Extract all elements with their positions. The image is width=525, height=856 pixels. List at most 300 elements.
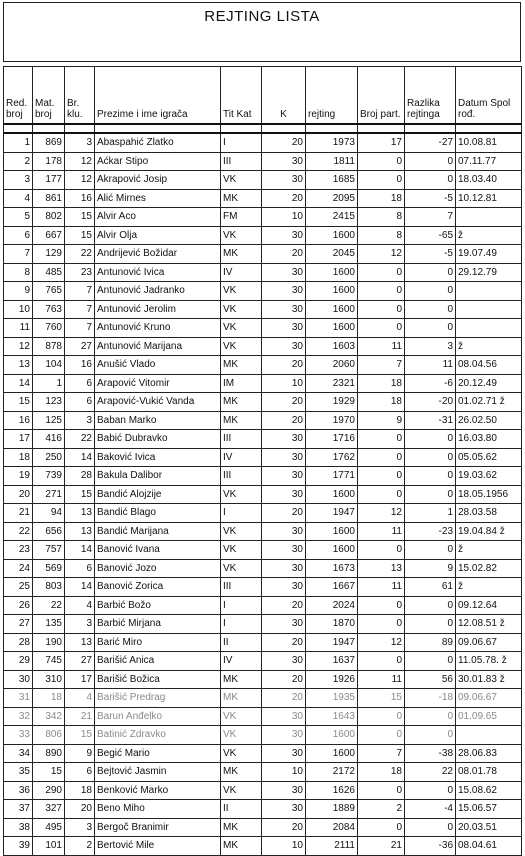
cell-datum-spol: 08.04.56 [456, 356, 522, 375]
cell-broj-part: 8 [358, 208, 405, 227]
cell-red-broj: 18 [4, 448, 33, 467]
cell-k-factor: 30 [262, 300, 306, 319]
page-title: REJTING LISTA [204, 8, 320, 25]
cell-razlika-rejtinga: 0 [405, 300, 456, 319]
cell-br-klu: 18 [65, 781, 95, 800]
cell-broj-part: 9 [358, 411, 405, 430]
cell-k-factor: 30 [262, 800, 306, 819]
cell-broj-part: 18 [358, 374, 405, 393]
cell-razlika-rejtinga: -20 [405, 393, 456, 412]
cell-player-name: Antunović Marijana [95, 337, 221, 356]
cell-tit-kat: VK [221, 522, 262, 541]
cell-player-name: Alvir Aco [95, 208, 221, 227]
cell-red-broj: 9 [4, 282, 33, 301]
cell-k-factor: 30 [262, 522, 306, 541]
cell-datum-spol [456, 208, 522, 227]
cell-br-klu: 27 [65, 337, 95, 356]
cell-player-name: Bakula Dalibor [95, 467, 221, 486]
table-row [4, 800, 522, 819]
cell-broj-part: 18 [358, 393, 405, 412]
cell-broj-part: 0 [358, 615, 405, 634]
cell-rating: 1637 [306, 652, 358, 671]
cell-br-klu: 9 [65, 744, 95, 763]
cell-red-broj: 20 [4, 485, 33, 504]
cell-broj-part: 18 [358, 763, 405, 782]
cell-tit-kat: IV [221, 263, 262, 282]
cell-red-broj: 25 [4, 578, 33, 597]
cell-mat-broj: 667 [33, 226, 65, 245]
cell-razlika-rejtinga: 11 [405, 356, 456, 375]
cell-broj-part: 0 [358, 430, 405, 449]
cell-mat-broj: 177 [33, 171, 65, 190]
cell-tit-kat: MK [221, 670, 262, 689]
cell-datum-spol: 28.03.58 [456, 504, 522, 523]
cell-datum-spol: 01.02.71 ž [456, 393, 522, 412]
cell-razlika-rejtinga: 56 [405, 670, 456, 689]
cell-mat-broj: 806 [33, 726, 65, 745]
cell-broj-part: 12 [358, 245, 405, 264]
cell-player-name: Arapović Vitomir [95, 374, 221, 393]
cell-br-klu: 3 [65, 133, 95, 152]
cell-broj-part: 0 [358, 300, 405, 319]
cell-datum-spol: 15.08.62 [456, 781, 522, 800]
cell-k-factor: 10 [262, 837, 306, 856]
cell-mat-broj: 416 [33, 430, 65, 449]
cell-broj-part: 0 [358, 485, 405, 504]
table-row [4, 300, 522, 319]
cell-rating: 1947 [306, 504, 358, 523]
cell-tit-kat: III [221, 578, 262, 597]
cell-rating: 1762 [306, 448, 358, 467]
cell-mat-broj: 178 [33, 152, 65, 171]
table-row [4, 319, 522, 338]
cell-datum-spol: 15.02.82 [456, 559, 522, 578]
cell-br-klu: 17 [65, 670, 95, 689]
table-row [4, 133, 522, 152]
cell-razlika-rejtinga: -36 [405, 837, 456, 856]
cell-player-name: Baban Marko [95, 411, 221, 430]
cell-red-broj: 23 [4, 541, 33, 560]
cell-razlika-rejtinga: 0 [405, 430, 456, 449]
cell-datum-spol: ž [456, 226, 522, 245]
cell-br-klu: 3 [65, 615, 95, 634]
cell-k-factor: 20 [262, 596, 306, 615]
cell-broj-part: 11 [358, 522, 405, 541]
header-separator [4, 124, 522, 133]
table-row [4, 559, 522, 578]
cell-razlika-rejtinga: -31 [405, 411, 456, 430]
cell-red-broj: 30 [4, 670, 33, 689]
cell-razlika-rejtinga: 0 [405, 467, 456, 486]
table-row [4, 670, 522, 689]
cell-br-klu: 7 [65, 300, 95, 319]
cell-rating: 1685 [306, 171, 358, 190]
cell-broj-part: 11 [358, 337, 405, 356]
cell-red-broj: 31 [4, 689, 33, 708]
cell-tit-kat: III [221, 152, 262, 171]
cell-k-factor: 30 [262, 541, 306, 560]
cell-datum-spol: 15.06.57 [456, 800, 522, 819]
cell-datum-spol: ž [456, 337, 522, 356]
cell-player-name: Bandić Blago [95, 504, 221, 523]
cell-mat-broj: 656 [33, 522, 65, 541]
header-broj-part: Broj part. [358, 67, 405, 125]
cell-player-name: Barišić Božica [95, 670, 221, 689]
cell-razlika-rejtinga: -18 [405, 689, 456, 708]
cell-tit-kat: MK [221, 763, 262, 782]
cell-br-klu: 3 [65, 411, 95, 430]
cell-k-factor: 30 [262, 744, 306, 763]
cell-tit-kat: IV [221, 448, 262, 467]
cell-k-factor: 30 [262, 448, 306, 467]
cell-broj-part: 0 [358, 726, 405, 745]
cell-red-broj: 29 [4, 652, 33, 671]
cell-broj-part: 12 [358, 633, 405, 652]
cell-player-name: Barun Anđelko [95, 707, 221, 726]
cell-red-broj: 7 [4, 245, 33, 264]
cell-player-name: Barić Miro [95, 633, 221, 652]
cell-mat-broj: 763 [33, 300, 65, 319]
cell-razlika-rejtinga: 1 [405, 504, 456, 523]
cell-broj-part: 0 [358, 652, 405, 671]
cell-mat-broj: 1 [33, 374, 65, 393]
cell-rating: 1973 [306, 133, 358, 152]
cell-k-factor: 30 [262, 152, 306, 171]
cell-player-name: Antunović Ivica [95, 263, 221, 282]
cell-mat-broj: 125 [33, 411, 65, 430]
cell-k-factor: 30 [262, 485, 306, 504]
cell-datum-spol: 19.07.49 [456, 245, 522, 264]
cell-broj-part: 0 [358, 818, 405, 837]
cell-rating: 1929 [306, 393, 358, 412]
cell-br-klu: 20 [65, 800, 95, 819]
cell-mat-broj: 94 [33, 504, 65, 523]
cell-razlika-rejtinga: 89 [405, 633, 456, 652]
cell-player-name: Akrapović Josip [95, 171, 221, 190]
cell-datum-spol: 09.12.64 [456, 596, 522, 615]
cell-datum-spol: 19.04.84 ž [456, 522, 522, 541]
cell-mat-broj: 765 [33, 282, 65, 301]
table-row [4, 245, 522, 264]
table-row [4, 689, 522, 708]
cell-rating: 1603 [306, 337, 358, 356]
cell-mat-broj: 327 [33, 800, 65, 819]
cell-razlika-rejtinga: 0 [405, 541, 456, 560]
cell-rating: 1970 [306, 411, 358, 430]
cell-tit-kat: VK [221, 319, 262, 338]
cell-mat-broj: 101 [33, 837, 65, 856]
cell-red-broj: 28 [4, 633, 33, 652]
cell-player-name: Andrijević Božidar [95, 245, 221, 264]
cell-rating: 1626 [306, 781, 358, 800]
cell-razlika-rejtinga: 0 [405, 726, 456, 745]
cell-player-name: Antunović Kruno [95, 319, 221, 338]
cell-mat-broj: 745 [33, 652, 65, 671]
cell-razlika-rejtinga: 0 [405, 781, 456, 800]
cell-rating: 2045 [306, 245, 358, 264]
cell-br-klu: 22 [65, 245, 95, 264]
cell-datum-spol: 18.05.1956 [456, 485, 522, 504]
cell-tit-kat: VK [221, 282, 262, 301]
cell-razlika-rejtinga: 0 [405, 615, 456, 634]
cell-k-factor: 20 [262, 245, 306, 264]
cell-broj-part: 17 [358, 133, 405, 152]
cell-tit-kat: VK [221, 337, 262, 356]
cell-razlika-rejtinga: 22 [405, 763, 456, 782]
cell-br-klu: 6 [65, 374, 95, 393]
cell-tit-kat: VK [221, 726, 262, 745]
cell-broj-part: 8 [358, 226, 405, 245]
cell-broj-part: 7 [358, 356, 405, 375]
cell-tit-kat: VK [221, 781, 262, 800]
cell-br-klu: 2 [65, 837, 95, 856]
cell-razlika-rejtinga: -6 [405, 374, 456, 393]
cell-red-broj: 10 [4, 300, 33, 319]
table-row [4, 226, 522, 245]
cell-razlika-rejtinga: -23 [405, 522, 456, 541]
cell-datum-spol: 10.12.81 [456, 189, 522, 208]
cell-datum-spol: 30.01.83 ž [456, 670, 522, 689]
cell-k-factor: 10 [262, 208, 306, 227]
cell-broj-part: 0 [358, 707, 405, 726]
cell-k-factor: 10 [262, 374, 306, 393]
cell-red-broj: 27 [4, 615, 33, 634]
cell-datum-spol: 20.03.51 [456, 818, 522, 837]
cell-player-name: Barbić Božo [95, 596, 221, 615]
cell-br-klu: 7 [65, 319, 95, 338]
cell-datum-spol: 05.05.62 [456, 448, 522, 467]
table-row [4, 596, 522, 615]
cell-player-name: Bergoč Branimir [95, 818, 221, 837]
cell-br-klu: 6 [65, 393, 95, 412]
cell-datum-spol: 18.03.40 [456, 171, 522, 190]
cell-k-factor: 30 [262, 282, 306, 301]
cell-k-factor: 20 [262, 633, 306, 652]
cell-red-broj: 16 [4, 411, 33, 430]
cell-k-factor: 20 [262, 818, 306, 837]
cell-razlika-rejtinga: 0 [405, 707, 456, 726]
cell-red-broj: 32 [4, 707, 33, 726]
cell-rating: 1870 [306, 615, 358, 634]
cell-mat-broj: 485 [33, 263, 65, 282]
cell-mat-broj: 18 [33, 689, 65, 708]
cell-br-klu: 13 [65, 504, 95, 523]
cell-k-factor: 30 [262, 319, 306, 338]
header-rejting: rejting [306, 67, 358, 125]
rating-list-sheet [3, 2, 522, 852]
table-row [4, 578, 522, 597]
table-row [4, 726, 522, 745]
cell-datum-spol: ž [456, 578, 522, 597]
cell-player-name: Baković Ivica [95, 448, 221, 467]
header-br-klu: Br. klu. [65, 67, 95, 125]
cell-tit-kat: VK [221, 541, 262, 560]
cell-tit-kat: II [221, 633, 262, 652]
cell-tit-kat: VK [221, 300, 262, 319]
cell-player-name: Banović Ivana [95, 541, 221, 560]
cell-red-broj: 22 [4, 522, 33, 541]
table-row [4, 744, 522, 763]
header-mat-broj: Mat. broj [33, 67, 65, 125]
cell-k-factor: 30 [262, 467, 306, 486]
cell-mat-broj: 250 [33, 448, 65, 467]
cell-mat-broj: 129 [33, 245, 65, 264]
cell-br-klu: 4 [65, 596, 95, 615]
cell-tit-kat: MK [221, 689, 262, 708]
cell-tit-kat: VK [221, 744, 262, 763]
cell-red-broj: 33 [4, 726, 33, 745]
cell-red-broj: 17 [4, 430, 33, 449]
cell-tit-kat: I [221, 615, 262, 634]
cell-rating: 1716 [306, 430, 358, 449]
cell-k-factor: 30 [262, 226, 306, 245]
cell-datum-spol: 01.09.65 [456, 707, 522, 726]
cell-mat-broj: 22 [33, 596, 65, 615]
cell-red-broj: 37 [4, 800, 33, 819]
table-row [4, 818, 522, 837]
cell-razlika-rejtinga: -5 [405, 245, 456, 264]
cell-k-factor: 30 [262, 652, 306, 671]
cell-br-klu: 23 [65, 263, 95, 282]
cell-rating: 2172 [306, 763, 358, 782]
cell-broj-part: 12 [358, 504, 405, 523]
cell-datum-spol [456, 726, 522, 745]
cell-datum-spol [456, 282, 522, 301]
cell-rating: 2415 [306, 208, 358, 227]
cell-tit-kat: III [221, 467, 262, 486]
cell-rating: 2111 [306, 837, 358, 856]
cell-mat-broj: 271 [33, 485, 65, 504]
table-row [4, 393, 522, 412]
cell-br-klu: 15 [65, 208, 95, 227]
cell-k-factor: 20 [262, 356, 306, 375]
cell-br-klu: 14 [65, 578, 95, 597]
cell-player-name: Bandić Alojzije [95, 485, 221, 504]
title-box [3, 2, 521, 62]
cell-razlika-rejtinga: 0 [405, 263, 456, 282]
cell-rating: 2321 [306, 374, 358, 393]
cell-br-klu: 13 [65, 633, 95, 652]
cell-br-klu: 14 [65, 541, 95, 560]
cell-datum-spol: 16.03.80 [456, 430, 522, 449]
cell-broj-part: 11 [358, 670, 405, 689]
cell-tit-kat: VK [221, 707, 262, 726]
cell-red-broj: 3 [4, 171, 33, 190]
cell-datum-spol [456, 300, 522, 319]
table-row [4, 504, 522, 523]
cell-player-name: Bertović Mile [95, 837, 221, 856]
cell-player-name: Batinić Zdravko [95, 726, 221, 745]
cell-player-name: Antunović Jadranko [95, 282, 221, 301]
cell-player-name: Banović Zorica [95, 578, 221, 597]
cell-rating: 2024 [306, 596, 358, 615]
cell-red-broj: 36 [4, 781, 33, 800]
cell-datum-spol: 08.01.78 [456, 763, 522, 782]
cell-red-broj: 24 [4, 559, 33, 578]
cell-rating: 2095 [306, 189, 358, 208]
cell-k-factor: 10 [262, 763, 306, 782]
cell-tit-kat: VK [221, 485, 262, 504]
cell-br-klu: 21 [65, 707, 95, 726]
cell-rating: 2060 [306, 356, 358, 375]
header-red-broj: Red. broj [4, 67, 33, 125]
cell-br-klu: 15 [65, 726, 95, 745]
cell-br-klu: 13 [65, 522, 95, 541]
cell-k-factor: 20 [262, 393, 306, 412]
cell-razlika-rejtinga: 0 [405, 485, 456, 504]
table-row [4, 411, 522, 430]
cell-mat-broj: 135 [33, 615, 65, 634]
table-row [4, 282, 522, 301]
cell-broj-part: 0 [358, 282, 405, 301]
cell-br-klu: 15 [65, 226, 95, 245]
cell-rating: 1947 [306, 633, 358, 652]
cell-broj-part: 21 [358, 837, 405, 856]
cell-k-factor: 20 [262, 670, 306, 689]
cell-player-name: Abaspahić Zlatko [95, 133, 221, 152]
cell-rating: 1600 [306, 282, 358, 301]
cell-br-klu: 15 [65, 485, 95, 504]
cell-br-klu: 6 [65, 763, 95, 782]
table-row [4, 467, 522, 486]
cell-tit-kat: III [221, 430, 262, 449]
cell-player-name: Antunović Jerolim [95, 300, 221, 319]
cell-br-klu: 4 [65, 689, 95, 708]
table-row [4, 781, 522, 800]
header-razlika: Razlika rejtinga [405, 67, 456, 125]
cell-broj-part: 0 [358, 171, 405, 190]
cell-rating: 1811 [306, 152, 358, 171]
cell-player-name: Beno Miho [95, 800, 221, 819]
cell-br-klu: 12 [65, 152, 95, 171]
cell-datum-spol: 29.12.79 [456, 263, 522, 282]
cell-red-broj: 2 [4, 152, 33, 171]
cell-razlika-rejtinga: 0 [405, 596, 456, 615]
cell-k-factor: 30 [262, 615, 306, 634]
cell-red-broj: 19 [4, 467, 33, 486]
cell-rating: 1600 [306, 263, 358, 282]
cell-red-broj: 4 [4, 189, 33, 208]
cell-red-broj: 13 [4, 356, 33, 375]
cell-broj-part: 0 [358, 319, 405, 338]
cell-razlika-rejtinga: 7 [405, 208, 456, 227]
cell-mat-broj: 760 [33, 319, 65, 338]
cell-k-factor: 30 [262, 559, 306, 578]
header-datum: Datum Spol rođ. [456, 67, 522, 125]
cell-tit-kat: II [221, 800, 262, 819]
cell-razlika-rejtinga: 0 [405, 282, 456, 301]
cell-br-klu: 16 [65, 189, 95, 208]
table-row [4, 633, 522, 652]
cell-mat-broj: 878 [33, 337, 65, 356]
cell-datum-spol: 10.08.81 [456, 133, 522, 152]
cell-rating: 1600 [306, 522, 358, 541]
cell-red-broj: 21 [4, 504, 33, 523]
rating-table [3, 66, 522, 856]
cell-datum-spol: ž [456, 541, 522, 560]
cell-tit-kat: MK [221, 411, 262, 430]
cell-tit-kat: MK [221, 356, 262, 375]
table-row [4, 337, 522, 356]
cell-broj-part: 0 [358, 467, 405, 486]
cell-mat-broj: 869 [33, 133, 65, 152]
cell-mat-broj: 890 [33, 744, 65, 763]
cell-player-name: Arapović-Vukić Vanda [95, 393, 221, 412]
table-row [4, 615, 522, 634]
table-row [4, 374, 522, 393]
cell-player-name: Alić Mirnes [95, 189, 221, 208]
cell-rating: 1673 [306, 559, 358, 578]
